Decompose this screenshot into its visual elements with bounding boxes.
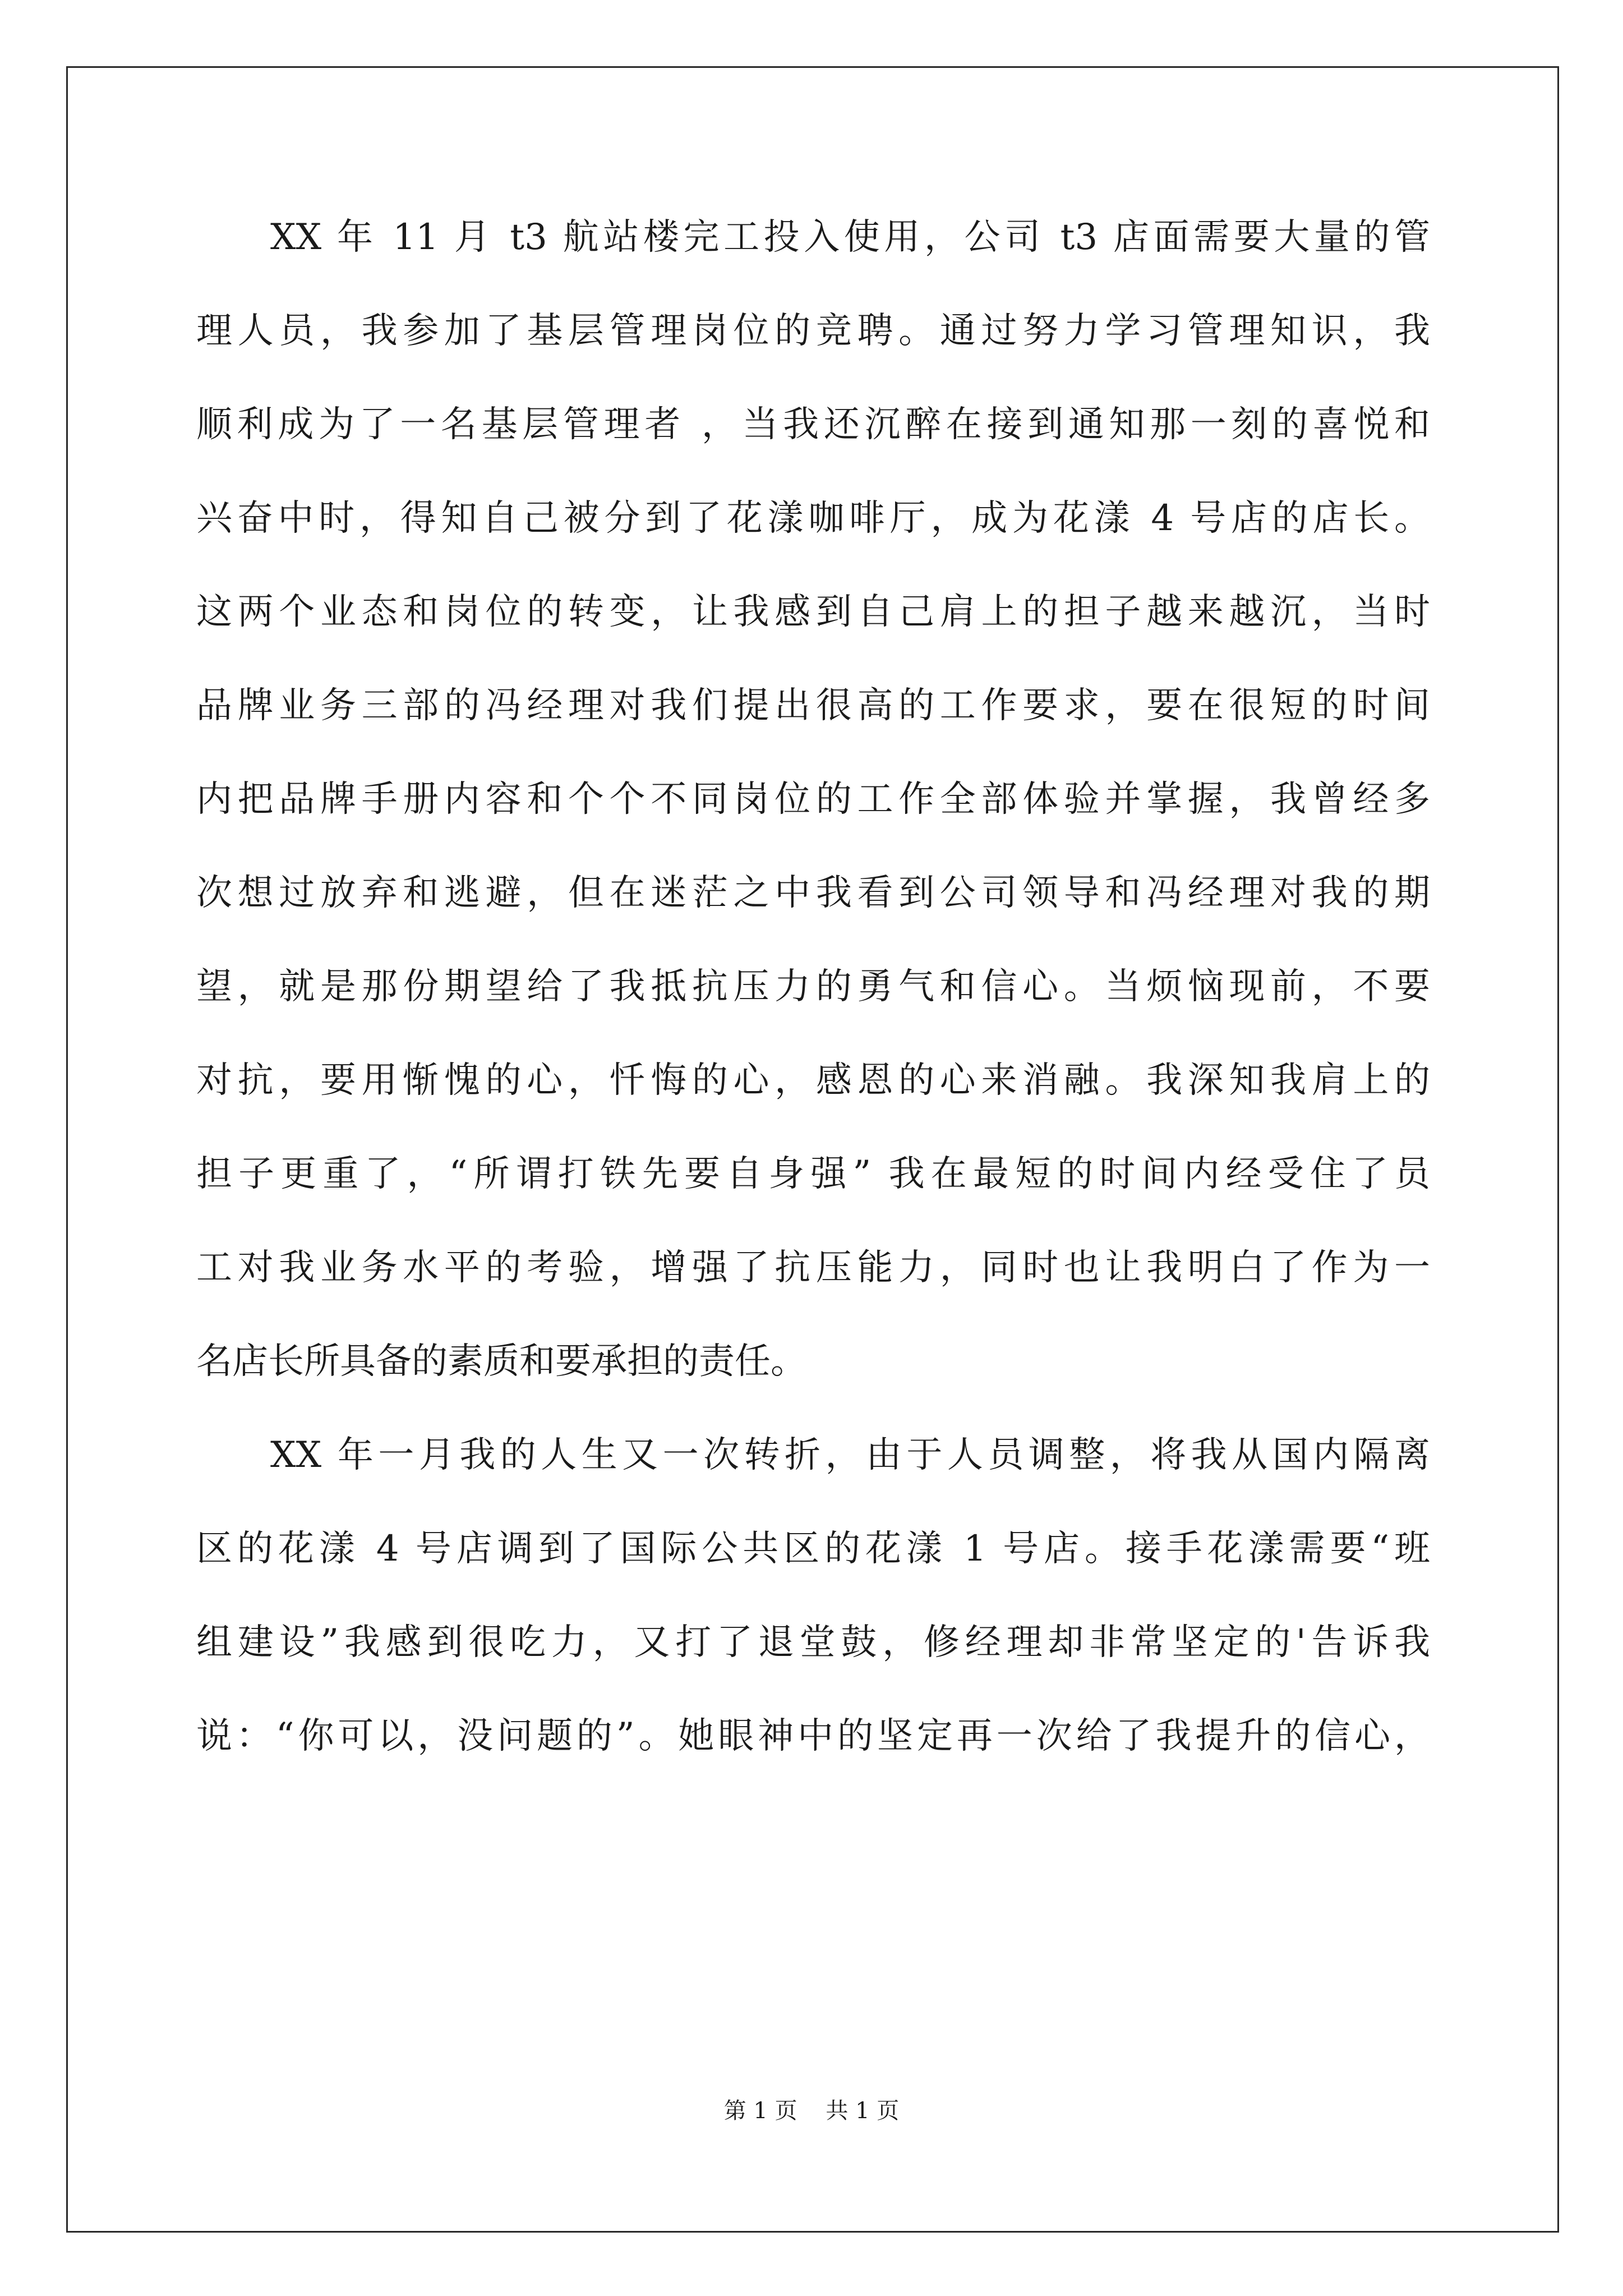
text-line: XX 年 11 月 t3 航站楼完工投入使用，公司 t3 店面需要大量的管 [270, 217, 1430, 258]
text-line: XX 年一月我的人生又一次转折，由于人员调整，将我从国内隔离 [270, 1434, 1430, 1476]
text-line: 内把品牌手册内容和个个不同岗位的工作全部体验并掌握，我曾经多 [196, 779, 1430, 820]
text-line: 望，就是那份期望给了我抵抗压力的勇气和信心。当烦恼现前，不要 [196, 966, 1430, 1007]
page-footer: 第 1 页 共 1 页 [723, 2098, 900, 2124]
text-line: 对抗，要用惭愧的心，忏悔的心，感恩的心来消融。我深知我肩上的 [196, 1060, 1430, 1101]
text-line: 区的花漾 4 号店调到了国际公共区的花漾 1 号店。接手花漾需要“班 [196, 1528, 1430, 1570]
text-line: 次想过放弃和逃避，但在迷茫之中我看到公司领导和冯经理对我的期 [196, 872, 1430, 914]
text-line: 名店长所具备的素质和要承担的责任。 [196, 1341, 806, 1382]
text-line: 工对我业务水平的考验，增强了抗压能力，同时也让我明白了作为一 [196, 1247, 1430, 1289]
text-line: 兴奋中时，得知自己被分到了花漾咖啡厅，成为花漾 4 号店的店长。 [196, 498, 1430, 539]
text-line: 组建设”我感到很吃力，又打了退堂鼓，修经理却非常坚定的'告诉我 [196, 1622, 1430, 1663]
text-line: 顺利成为了一名基层管理者 ，当我还沉醉在接到通知那一刻的喜悦和 [196, 404, 1430, 445]
text-line: 理人员，我参加了基层管理岗位的竞聘。通过努力学习管理知识，我 [196, 310, 1430, 352]
text-line: 品牌业务三部的冯经理对我们提出很高的工作要求，要在很短的时间 [196, 685, 1430, 726]
document-body [196, 191, 1430, 1783]
paragraph-2 [196, 1409, 1430, 1783]
paragraph-1 [196, 191, 1430, 1409]
text-line: 担子更重了，“所谓打铁先要自身强” 我在最短的时间内经受住了员 [196, 1153, 1430, 1195]
text-line: 这两个业态和岗位的转变，让我感到自己肩上的担子越来越沉，当时 [196, 591, 1430, 633]
text-line: 说：“你可以，没问题的”。她眼神中的坚定再一次给了我提升的信心， [196, 1715, 1430, 1757]
